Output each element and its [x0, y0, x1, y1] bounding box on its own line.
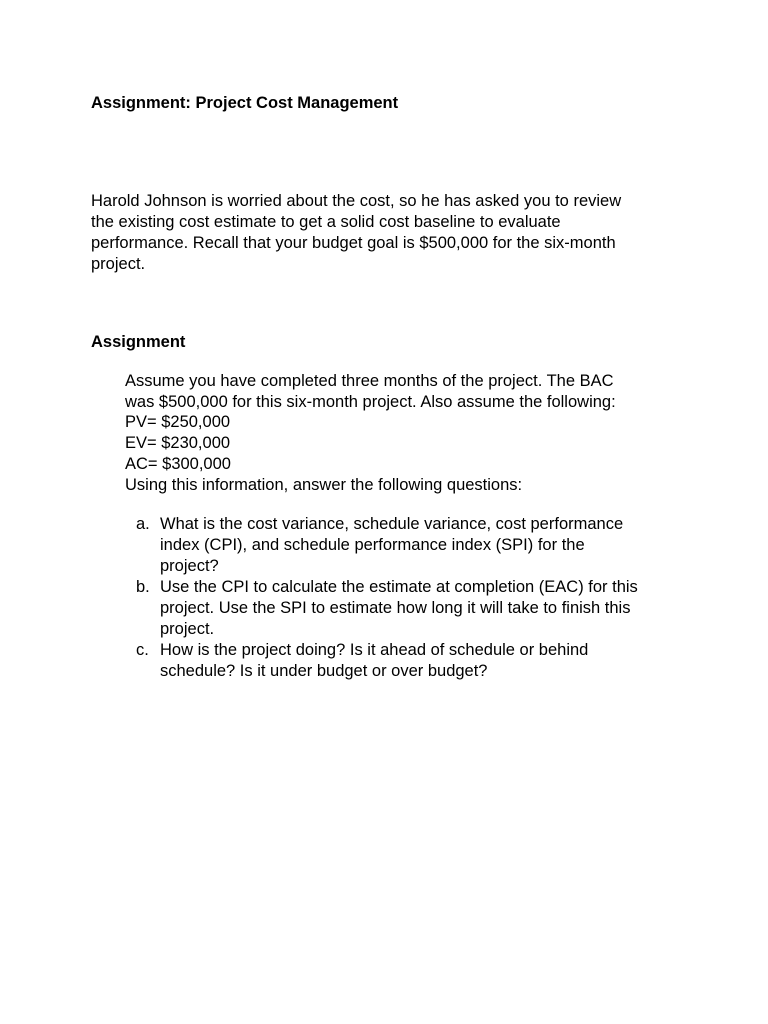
intro-paragraph: [91, 191, 671, 275]
question-line: project.: [160, 620, 215, 638]
question-line: schedule? Is it under budget or over budget?: [160, 662, 488, 680]
assumption-line: Assume you have completed three months of the project. The BAC: [125, 372, 614, 390]
ev-value-line: EV= $230,000: [125, 434, 231, 453]
question-text: [160, 514, 685, 577]
question-text: [160, 640, 685, 682]
questions-list: [125, 514, 685, 682]
question-item-b: [125, 577, 685, 640]
question-item-a: [125, 514, 685, 577]
question-line: Use the CPI to calculate the estimate at completion (EAC) for this: [160, 578, 638, 596]
intro-line: Harold Johnson is worried about the cost, so he has asked you to review: [91, 192, 622, 210]
assumption-line: was $500,000 for this six-month project. Also assume the following:: [125, 392, 616, 411]
question-marker: c.: [136, 641, 149, 659]
assumption-line: Using this information, answer the following questions:: [125, 475, 523, 494]
question-text: [160, 577, 685, 640]
intro-line: performance. Recall that your budget goal is $500,000 for the six-month: [91, 234, 616, 252]
intro-line: the existing cost estimate to get a solid cost baseline to evaluate: [91, 213, 561, 231]
document-title: Assignment: Project Cost Management: [91, 94, 399, 112]
question-marker: a.: [136, 515, 150, 533]
question-line: How is the project doing? Is it ahead of schedule or behind: [160, 641, 589, 659]
pv-value-line: PV= $250,000: [125, 413, 231, 432]
question-line: project?: [160, 557, 219, 575]
question-line: project. Use the SPI to estimate how long it will take to finish this: [160, 599, 631, 617]
intro-line: project.: [91, 255, 146, 273]
question-line: What is the cost variance, schedule variance, cost performance: [160, 515, 624, 533]
ac-value-line: AC= $300,000: [125, 454, 231, 473]
assumptions-block: [125, 371, 685, 495]
question-line: index (CPI), and schedule performance index (SPI) for the: [160, 536, 585, 554]
question-marker: b.: [136, 578, 150, 596]
section-heading-assignment: Assignment: [91, 333, 186, 351]
question-item-c: [125, 640, 685, 682]
